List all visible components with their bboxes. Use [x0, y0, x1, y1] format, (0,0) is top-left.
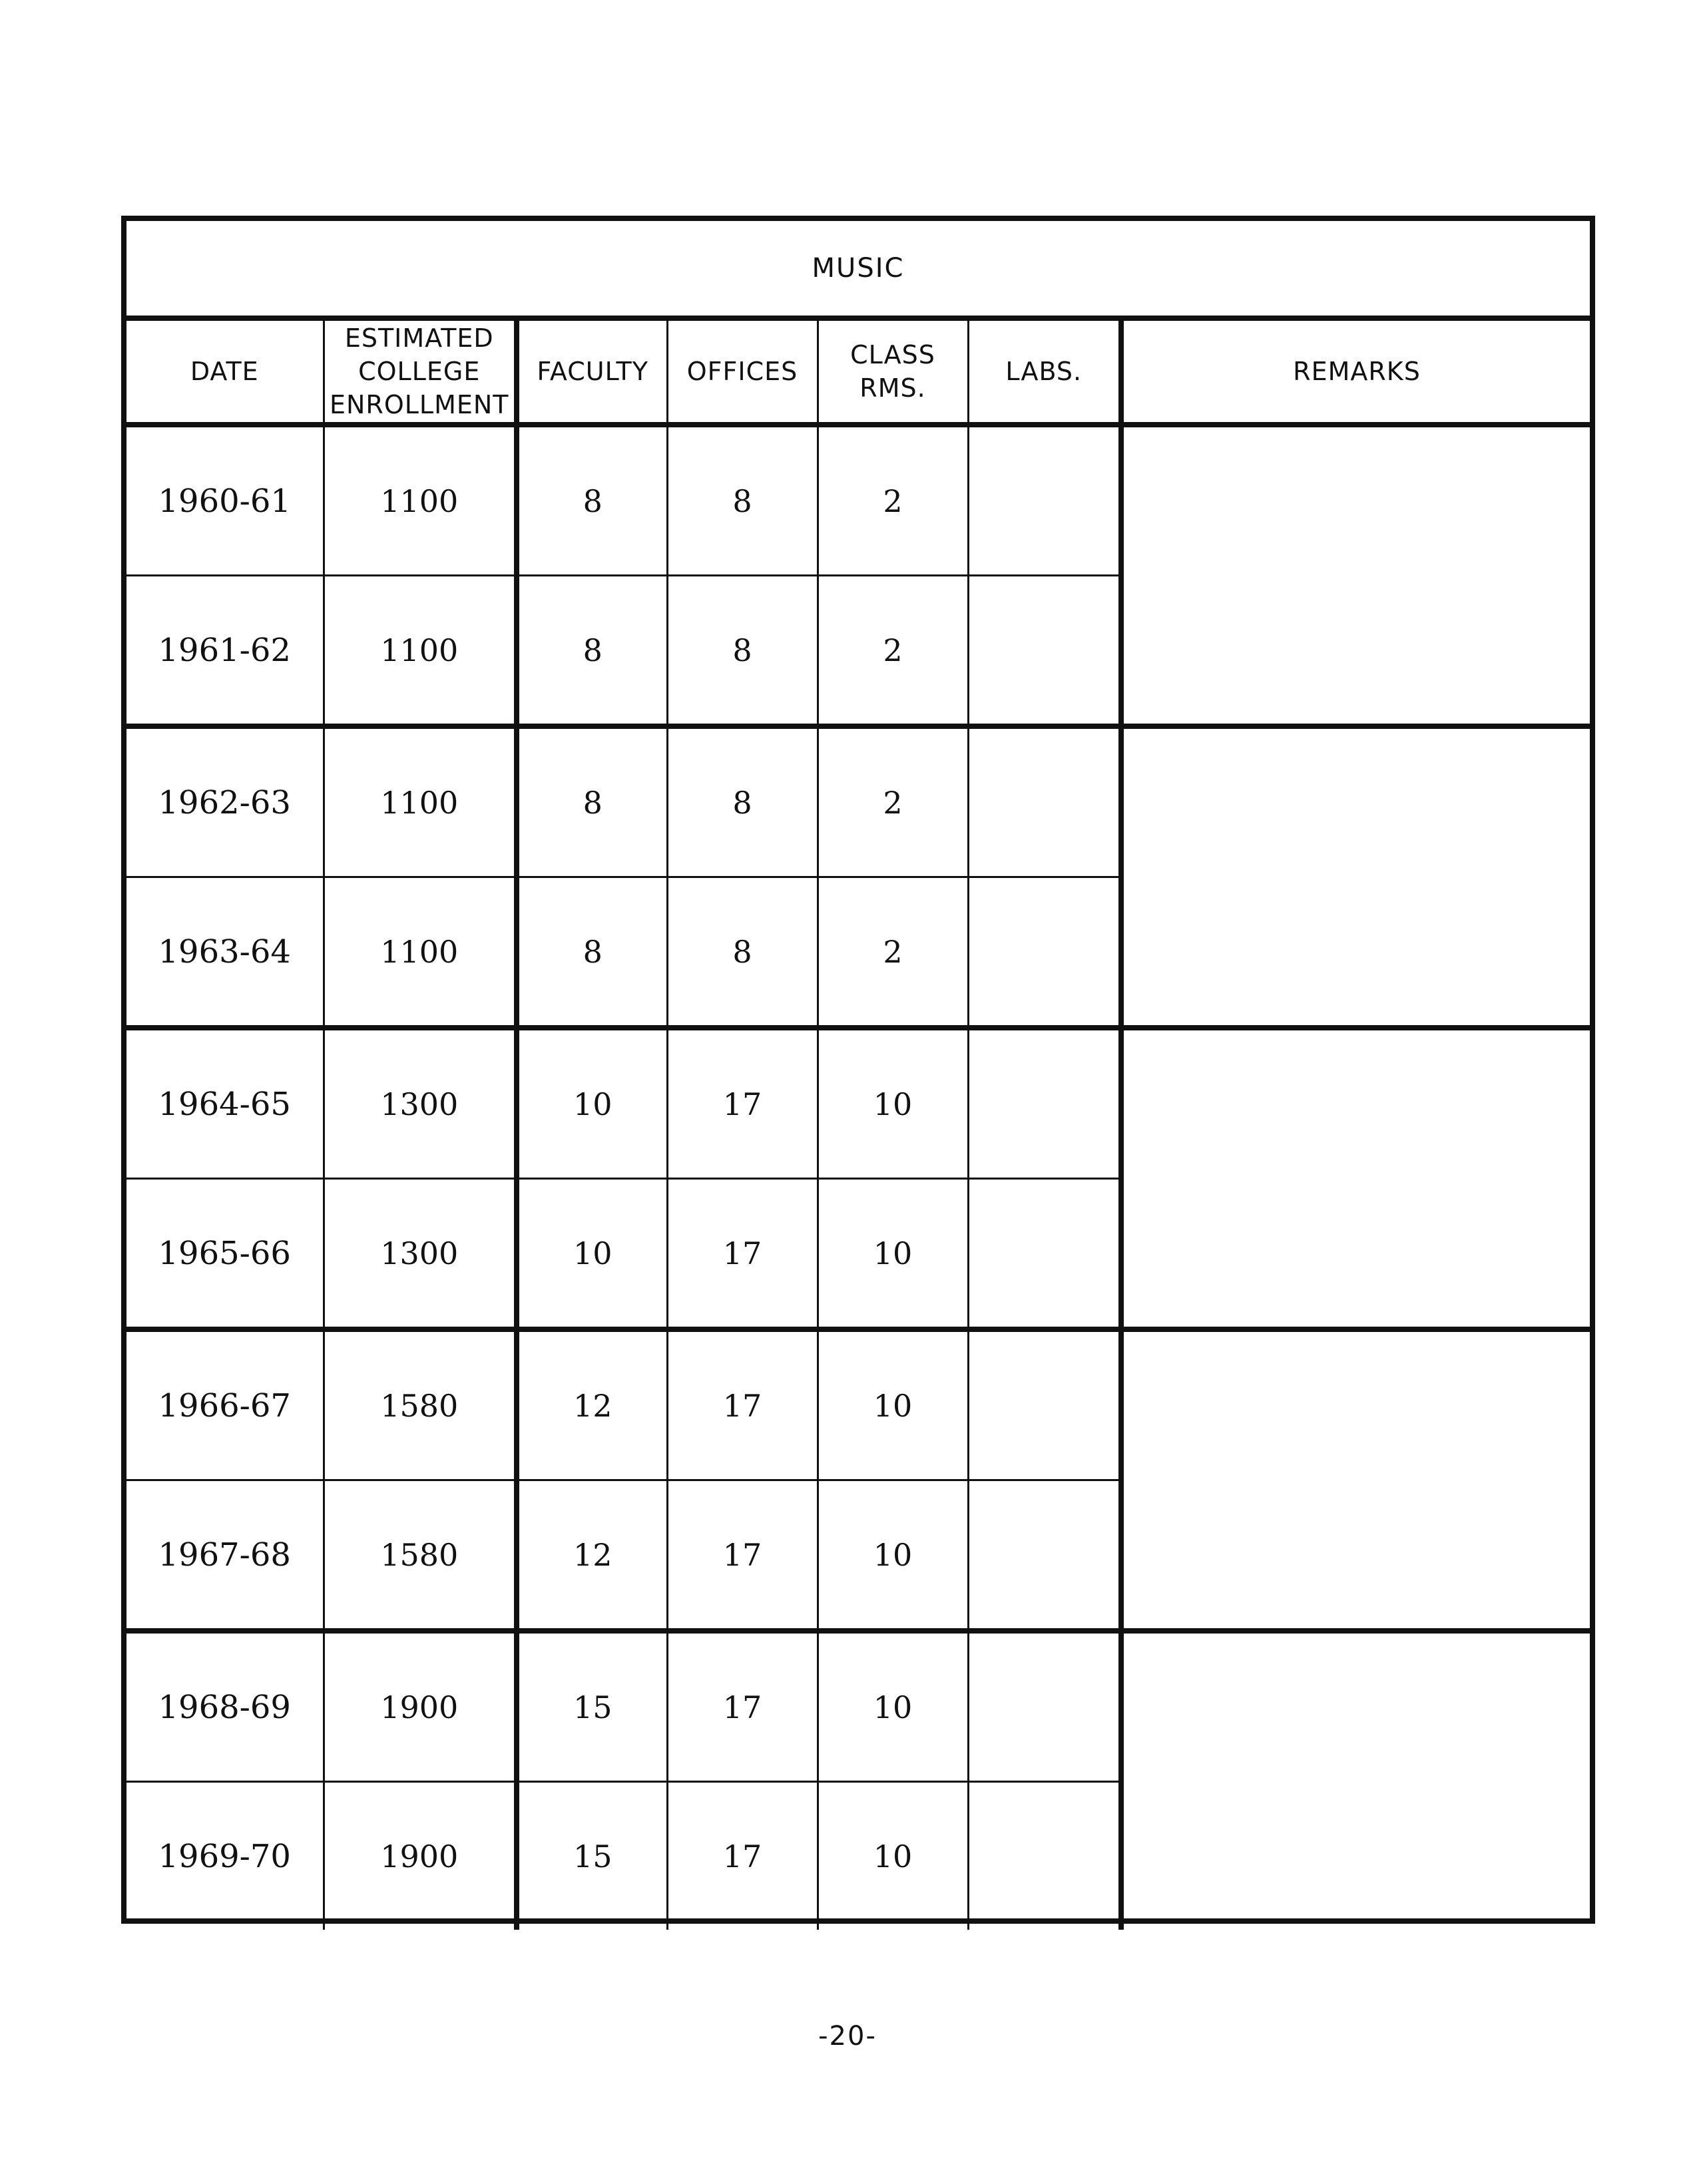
remarks-cell — [1121, 726, 1590, 1028]
offices-cell: 17 — [667, 1179, 818, 1330]
classrooms-cell: 10 — [818, 1329, 968, 1480]
enrollment-cell: 1580 — [324, 1329, 517, 1480]
classrooms-cell: 2 — [818, 425, 968, 576]
offices-cell: 17 — [667, 1028, 818, 1179]
offices-cell: 8 — [667, 425, 818, 576]
faculty-cell: 12 — [517, 1480, 667, 1632]
date-cell: 1968-69 — [126, 1631, 324, 1782]
enrollment-cell: 1580 — [324, 1480, 517, 1632]
remarks-cell — [1121, 1329, 1590, 1631]
header-enrollment-line-2: COLLEGE — [358, 357, 481, 386]
classrooms-cell: 2 — [818, 877, 968, 1028]
classrooms-cell: 10 — [818, 1631, 968, 1782]
header-offices: OFFICES — [667, 321, 818, 425]
faculty-cell: 8 — [517, 576, 667, 727]
classrooms-cell: 10 — [818, 1028, 968, 1179]
enrollment-cell: 1100 — [324, 425, 517, 576]
labs-cell — [968, 1028, 1121, 1179]
date-cell: 1961-62 — [126, 576, 324, 727]
labs-cell — [968, 1179, 1121, 1330]
date-cell: 1963-64 — [126, 877, 324, 1028]
remarks-cell — [1121, 425, 1590, 726]
enrollment-cell: 1300 — [324, 1179, 517, 1330]
table-row — [126, 1028, 1590, 1179]
faculty-cell: 10 — [517, 1179, 667, 1330]
enrollment-cell: 1900 — [324, 1782, 517, 1930]
faculty-cell: 10 — [517, 1028, 667, 1179]
labs-cell — [968, 1631, 1121, 1782]
date-cell: 1966-67 — [126, 1329, 324, 1480]
labs-cell — [968, 425, 1121, 576]
labs-cell — [968, 1782, 1121, 1930]
offices-cell: 17 — [667, 1782, 818, 1930]
header-remarks: REMARKS — [1121, 321, 1590, 425]
faculty-cell: 15 — [517, 1631, 667, 1782]
remarks-cell — [1121, 1631, 1590, 1930]
remarks-cell — [1121, 1028, 1590, 1329]
table-row — [126, 726, 1590, 877]
header-faculty: FACULTY — [517, 321, 667, 425]
music-table-frame — [121, 216, 1595, 1924]
date-cell: 1962-63 — [126, 726, 324, 877]
offices-cell: 8 — [667, 576, 818, 727]
header-row — [126, 321, 1590, 425]
header-enrollment — [324, 321, 517, 425]
faculty-cell: 15 — [517, 1782, 667, 1930]
classrooms-cell: 10 — [818, 1179, 968, 1330]
faculty-cell: 8 — [517, 726, 667, 877]
faculty-cell: 8 — [517, 877, 667, 1028]
header-date: DATE — [126, 321, 324, 425]
enrollment-cell: 1900 — [324, 1631, 517, 1782]
enrollment-cell: 1300 — [324, 1028, 517, 1179]
date-cell: 1965-66 — [126, 1179, 324, 1330]
enrollment-cell: 1100 — [324, 576, 517, 727]
faculty-cell: 12 — [517, 1329, 667, 1480]
music-space-table — [126, 321, 1590, 1930]
enrollment-cell: 1100 — [324, 877, 517, 1028]
header-classrooms-line-2: RMS. — [859, 373, 926, 403]
offices-cell: 8 — [667, 726, 818, 877]
classrooms-cell: 10 — [818, 1782, 968, 1930]
header-classrooms — [818, 321, 968, 425]
offices-cell: 17 — [667, 1480, 818, 1632]
classrooms-cell: 2 — [818, 726, 968, 877]
table-row — [126, 1329, 1590, 1480]
classrooms-cell: 2 — [818, 576, 968, 727]
enrollment-cell: 1100 — [324, 726, 517, 877]
table-row — [126, 1631, 1590, 1782]
labs-cell — [968, 726, 1121, 877]
labs-cell — [968, 877, 1121, 1028]
faculty-cell: 8 — [517, 425, 667, 576]
offices-cell: 8 — [667, 877, 818, 1028]
offices-cell: 17 — [667, 1631, 818, 1782]
table-title: MUSIC — [126, 221, 1590, 321]
labs-cell — [968, 576, 1121, 727]
table-row — [126, 425, 1590, 576]
date-cell: 1969-70 — [126, 1782, 324, 1930]
date-cell: 1960-61 — [126, 425, 324, 576]
labs-cell — [968, 1480, 1121, 1632]
header-labs: LABS. — [968, 321, 1121, 425]
header-enrollment-line-3: ENROLLMENT — [329, 390, 509, 419]
header-enrollment-line-1: ESTIMATED — [344, 324, 494, 353]
date-cell: 1964-65 — [126, 1028, 324, 1179]
header-classrooms-line-1: CLASS — [850, 340, 935, 369]
page-number: -20- — [818, 2021, 877, 2052]
classrooms-cell: 10 — [818, 1480, 968, 1632]
offices-cell: 17 — [667, 1329, 818, 1480]
date-cell: 1967-68 — [126, 1480, 324, 1632]
labs-cell — [968, 1329, 1121, 1480]
